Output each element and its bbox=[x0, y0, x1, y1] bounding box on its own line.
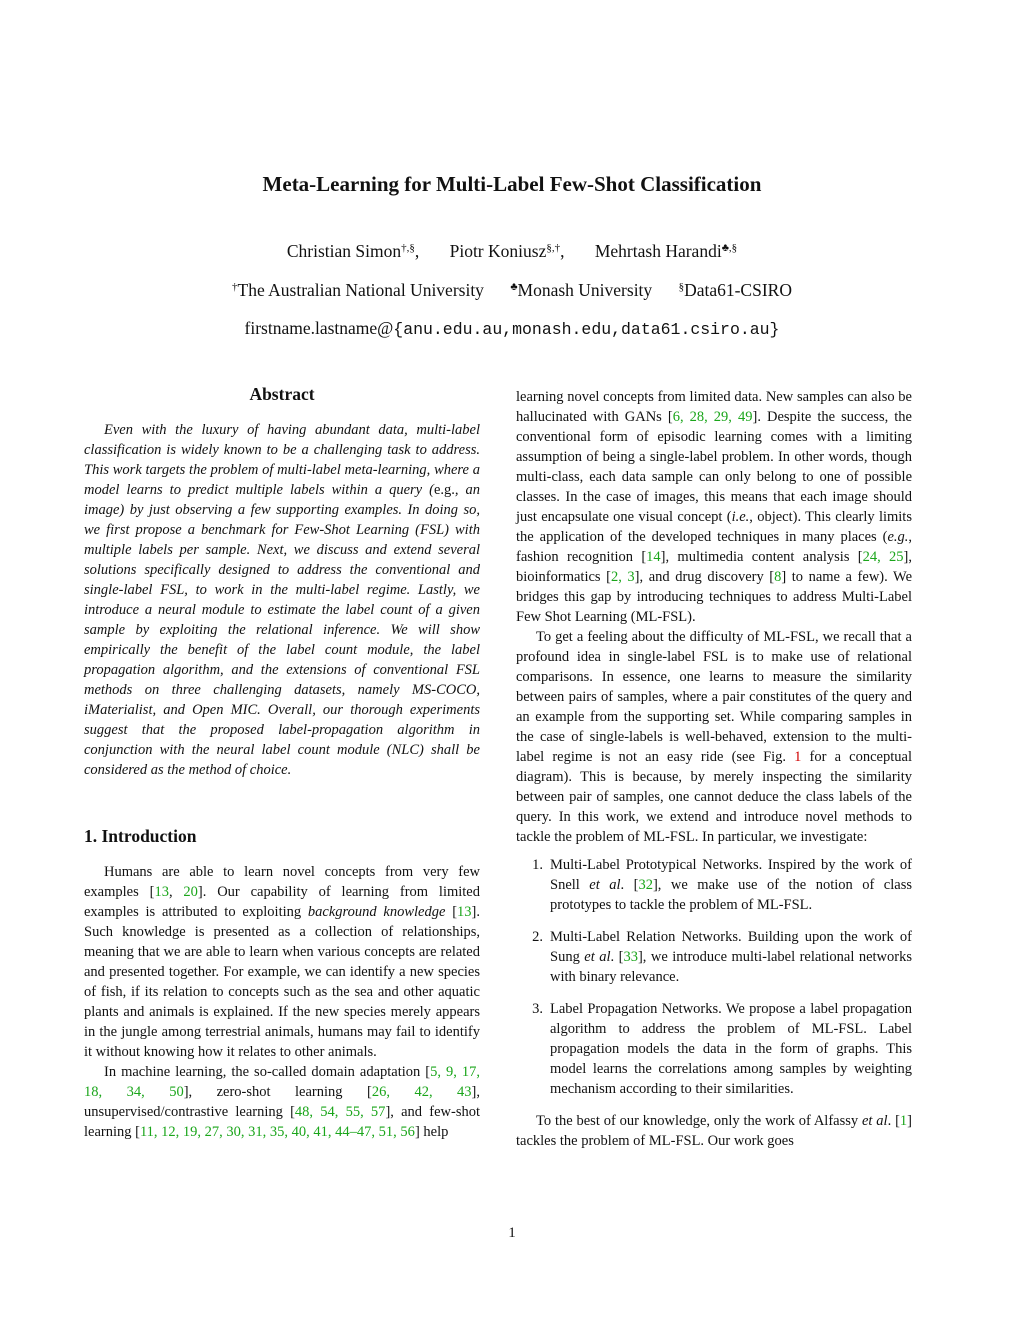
left-column bbox=[84, 384, 480, 1142]
citation-link[interactable]: 8 bbox=[774, 569, 782, 585]
affiliation: §Data61-CSIRO bbox=[678, 280, 792, 300]
section-heading-introduction: 1. Introduction bbox=[84, 826, 197, 846]
citation-link[interactable]: 6, 28, 29, 49 bbox=[672, 409, 753, 425]
paper-title: Meta-Learning for Multi-Label Few-Shot Classification bbox=[262, 172, 762, 196]
abstract-text: Even with the luxury of having abundant data, multi-label classification is widely known to be a challenging task to address. This work targets the problem of multi-label meta-learning, where a model learns to predict multiple labels within a query (e.g., an image) by just observing a few supporting examples. In doing so, we first propose a benchmark for Few-Shot Learning (FSL) with multiple labels per sample. Next, we discuss and extend several solutions specifically designed to address the conventional and single-label FSL, to work in the multi-label regime. Lastly, we introduce a neural module to estimate the label count of a given sample by exploiting the relational inference. We will show empirically the benefit of the label count module, the label propagation algorithm, and the extensions of conventional FSL methods on three challenging datasets, namely MS-COCO, iMaterialist, and Open MIC. Overall, our thorough experiments suggest that the proposed label-propagation algorithm in conjunction with the neural label count module (NLC) shall be considered as the method of choice. bbox=[84, 422, 480, 778]
author-line bbox=[0, 241, 1024, 262]
intro-paragraph: To the best of our knowledge, only the work of Alfassy et al. [1] tackles the problem of ML-FSL. Our work goes bbox=[516, 1113, 912, 1149]
affiliation: †The Australian National University bbox=[232, 280, 484, 300]
abstract-heading: Abstract bbox=[249, 384, 315, 404]
author: Christian Simon†,§, bbox=[286, 241, 420, 261]
citation-link[interactable]: 48, 54, 55, 57 bbox=[294, 1104, 386, 1120]
contribution-list bbox=[516, 855, 912, 1099]
intro-paragraph: learning novel concepts from limited data. New samples can also be hallucinated with GANs [6, 28, 29, 49]. Despite the success, the conventional form of episodic learning comes with a limiting assumption of being a single-label problem. In other words, though multi-class, each data sample can only belong to one of possible classes. In the case of images, this means that each image should just encapsulate one visual concept (i.e., object). This clearly limits the application of the developed techniques in many places (e.g., fashion recognition [14], multimedia content analysis [24, 25], bioinformatics [2, 3], and drug discovery [8] to name a few). We bridges this gap by introducing techniques to address Multi-Label Few Shot Learning (ML-FSL). bbox=[516, 389, 913, 625]
intro-paragraph: In machine learning, the so-called domain adaptation [5, 9, 17, 18, 34, 50], zero-shot learning [26, 42, 43], unsupervised/contrastive learning [48, 54, 55, 57], and few-shot learning [11, 12, 19, 27, 30, 31, 35, 40, 41, 44–47, 51, 56] help bbox=[84, 1064, 481, 1140]
citation-link[interactable]: 24, 25 bbox=[862, 549, 904, 565]
citation-link[interactable]: 13 bbox=[457, 904, 472, 920]
page-number: 1 bbox=[508, 1225, 516, 1241]
list-item: 1. Multi-Label Prototypical Networks. Inspired by the work of Snell et al. [32], we make use of the notion of class prototypes to tackle the problem of ML-FSL. bbox=[532, 857, 912, 913]
list-item: 3. Label Propagation Networks. We propose a label propagation algorithm to address the problem of ML-FSL. Label propagation models the data in the form of graphs. This model learns the correlations among samples by weighting mechanism according to their similarities. bbox=[532, 1001, 912, 1097]
citation-link[interactable]: 11, 12, 19, 27, 30, 31, 35, 40, 41, 44–47, 51, 56 bbox=[139, 1124, 415, 1140]
intro-paragraph: To get a feeling about the difficulty of ML-FSL, we recall that a profound idea in single-label FSL is to make use of relational comparisons. In essence, one learns to measure the similarity between pairs of samples, where a pair constitutes of the query and an example from the supporting set. While comparing samples in the case of single-labels is well-behaved, extension to the multi-label regime is not an easy ride (see Fig. 1 for a conceptual diagram). This is because, by merely inspecting the similarity between pair of samples, one cannot deduce the class labels of the query. In this work, we extend and introduce novel methods to tackle the problem of ML-FSL. In particular, we investigate: bbox=[516, 629, 912, 845]
right-column bbox=[516, 387, 912, 1151]
list-item: 2. Multi-Label Relation Networks. Building upon the work of Sung et al. [33], we introduce multi-label relational networks with binary relevance. bbox=[532, 929, 912, 985]
citation-link[interactable]: 14 bbox=[646, 549, 661, 565]
citation-link[interactable]: 13 bbox=[154, 884, 169, 900]
intro-paragraph: Humans are able to learn novel concepts from very few examples [13, 20]. Our capability of learning from limited examples is attributed to exploiting background knowledge [13]. Such knowledge is presented as a collection of relationships, meaning that we are able to learn when various concepts are related and presented together. For example, we can identify a new species of fish, if its relation to concepts such as the sea and other aquatic plants and animals is explained. If the new species merely appears in the jungle among terrestrial animals, humans may fail to identify it without knowing how it relates to other animals. bbox=[84, 864, 481, 1060]
affiliation: ♣Monash University bbox=[510, 280, 653, 300]
email-line: firstname.lastname@{anu.edu.au,monash.edu,data61.csiro.au} bbox=[244, 318, 780, 339]
figure-link[interactable]: 1 bbox=[794, 749, 802, 765]
author: Mehrtash Harandi♣,§ bbox=[594, 241, 738, 261]
citation-link[interactable]: 20 bbox=[183, 884, 198, 900]
citation-link[interactable]: 33 bbox=[623, 949, 638, 965]
citation-link[interactable]: 32 bbox=[638, 877, 653, 893]
citation-link[interactable]: 1 bbox=[899, 1113, 908, 1129]
author: Piotr Koniusz§,†, bbox=[449, 241, 565, 261]
citation-link[interactable]: 26, 42, 43 bbox=[371, 1084, 472, 1100]
citation-link[interactable]: 2, 3 bbox=[610, 569, 635, 585]
affiliation-line bbox=[0, 280, 1024, 301]
citation-link[interactable]: 5, 9, 17, 18, 34, 50 bbox=[84, 1064, 481, 1100]
